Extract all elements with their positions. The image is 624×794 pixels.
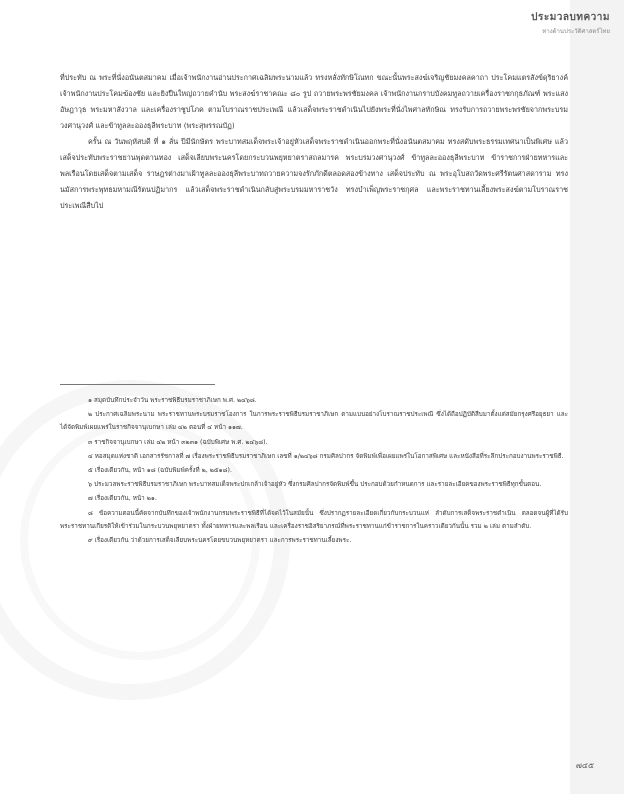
body-text [60, 70, 568, 214]
footnote: ๑ สมุดบันทึกประจำวัน พระราชพิธีบรมราชาภิเษก พ.ศ. ๒๔๖๘. [88, 397, 257, 404]
body-paragraph: ครั้น ณ วันพฤหัสบดี ที่ ๑ ลั่น ปีมีนักษัตร พระบาทสมเด็จพระเจ้าอยู่หัวเสด็จพระราชดำเนินออกพระที่นั่งอนันตสมาคม ทรงสดับพระธรรมเทศนาเป็นพิเศษ แล้วเสด็จประทับพระราชยานพุดตานทอง เสด็จเลียบพระนครโดยกระบวนพยุหยาตราสถลมารค พระบรมวงศานุวงศ์ ข้าทูลละอองธุลีพระบาท ข้าราชการฝ่ายทหารและพลเรือนโดยเสด็จตามเสด็จ ราษฎรต่างมาเฝ้าทูลละอองธุลีพระบาทถวายความจงรักภักดีตลอดสองข้างทาง เสด็จประทับ ณ พระอุโบสถวัดพระศรีรัตนศาสดาราม ทรงนมัสการพระพุทธมหามณีรัตนปฏิมากร แล้วเสด็จพระราชดำเนินกลับสู่พระบรมมหาราชวัง ทรงบำเพ็ญพระราชกุศล และพระราชทานเลี้ยงพระสงฆ์ตามโบราณราชประเพณีสืบไป [60, 137, 568, 210]
footnote: ๕ เรื่องเดียวกัน, หน้า ๑๘ (ฉบับพิมพ์ครั้งที่ ๒, ๒๕๑๘). [88, 467, 232, 475]
body-paragraph: ที่ประทับ ณ พระที่นั่งอนันตสมาคม เมื่อเจ้าพนักงานอ่านประกาศเฉลิมพระนามแล้ว ทรงหลั่งทักษิโณทก ขณะนั้นพระสงฆ์เจริญชัยมงคลคาถา ประโคมแตรสังข์ดุริยางค์ เจ้าพนักงานประโคมฆ้องชัย และยิงปืนใหญ่ถวายคำนับ พระสงฆ์ราชาคณะ ๘๐ รูป ถวายพระพรชัยมงคล เจ้าพนักงานกราบบังคมทูลถวายเครื่องราชกกุธภัณฑ์ พระแสงอัษฎาวุธ พระมหาสังวาล และเครื่องราชูปโภค ตามโบราณราชประเพณี แล้วเสด็จพระราชดำเนินไปยังพระที่นั่งไพศาลทักษิณ ทรงรับการถวายพระพรชัยจากพระบรมวงศานุวงศ์ และข้าทูลละอองธุลีพระบาท (พระสุพรรณบัฏ) [60, 73, 568, 130]
running-header-title: ประมวลบทความ [531, 12, 610, 23]
footnote: ๘ ข้อความตอนนี้คัดจากบันทึกของเจ้าพนักงานกรมพระราชพิธีที่ได้จดไว้ในสมัยนั้น ซึ่งปรากฏรายละเอียดเกี่ยวกับกระบวนแห่ ลำดับการเสด็จพระราชดำเนิน ตลอดจนผู้ที่ได้รับพระราชทานเกียรติให้เข้าร่วมในกระบวนพยุหยาตรา ทั้งฝ่ายทหารและพลเรือน และเครื่องราชอิสริยาภรณ์ที่พระราชทานแก่ข้าราชการในคราวเดียวกันนั้น รวม ๒ เล่ม ตามลำดับ. [60, 509, 568, 530]
footnote-divider [60, 384, 215, 385]
page-number: ๗๔๕ [575, 761, 594, 770]
running-header-subtitle: ทางด้านประวัติศาสตร์ไทย [542, 28, 610, 35]
running-header [531, 10, 610, 36]
footnote: ๒ ประกาศเฉลิมพระนาม พระราชทานพระบรมราชโองการ ในการพระราชพิธีบรมราชาภิเษก ตามแบบอย่างโบราณราชประเพณี ซึ่งได้ถือปฏิบัติสืบมาตั้งแต่สมัยกรุงศรีอยุธยา และได้จัดพิมพ์เผยแพร่ในราชกิจจานุเบกษา เล่ม ๔๒ ตอนที่ ๔ หน้า ๑๑๗. [60, 411, 568, 432]
footnote: ๔ หอสมุดแห่งชาติ เอกสารรัชกาลที่ ๗ เรื่องพระราชพิธีบรมราชาภิเษก เลขที่ ๑/๒๔๖๘ กรมศิลปากร จัดพิมพ์เพื่อเผยแพร่ในโอกาสพิเศษ และหนังสือที่ระลึกประกอบงานพระราชพิธี. [88, 452, 564, 460]
footnote: ๙ เรื่องเดียวกัน ว่าด้วยการเสด็จเลียบพระนครโดยขบวนพยุหยาตรา และการพระราชทานเลี้ยงพระ. [88, 537, 352, 545]
side-margin-band [570, 0, 624, 794]
footnote: ๖ ประมวลพระราชพิธีบรมราชาภิเษก พระบาทสมเด็จพระปกเกล้าเจ้าอยู่หัว ซึ่งกรมศิลปากรจัดพิมพ์ขึ้น ประกอบด้วยกำหนดการ และรายละเอียดของพระราชพิธีทุกขั้นตอน. [88, 481, 542, 489]
footnote: ๗ เรื่องเดียวกัน, หน้า ๒๑. [88, 495, 157, 503]
footnotes [60, 394, 568, 548]
footnote: ๓ ราชกิจจานุเบกษา เล่ม ๔๒ หน้า ๓๒๓๑ (ฉบับพิเศษ พ.ศ. ๒๔๖๘). [88, 438, 268, 446]
